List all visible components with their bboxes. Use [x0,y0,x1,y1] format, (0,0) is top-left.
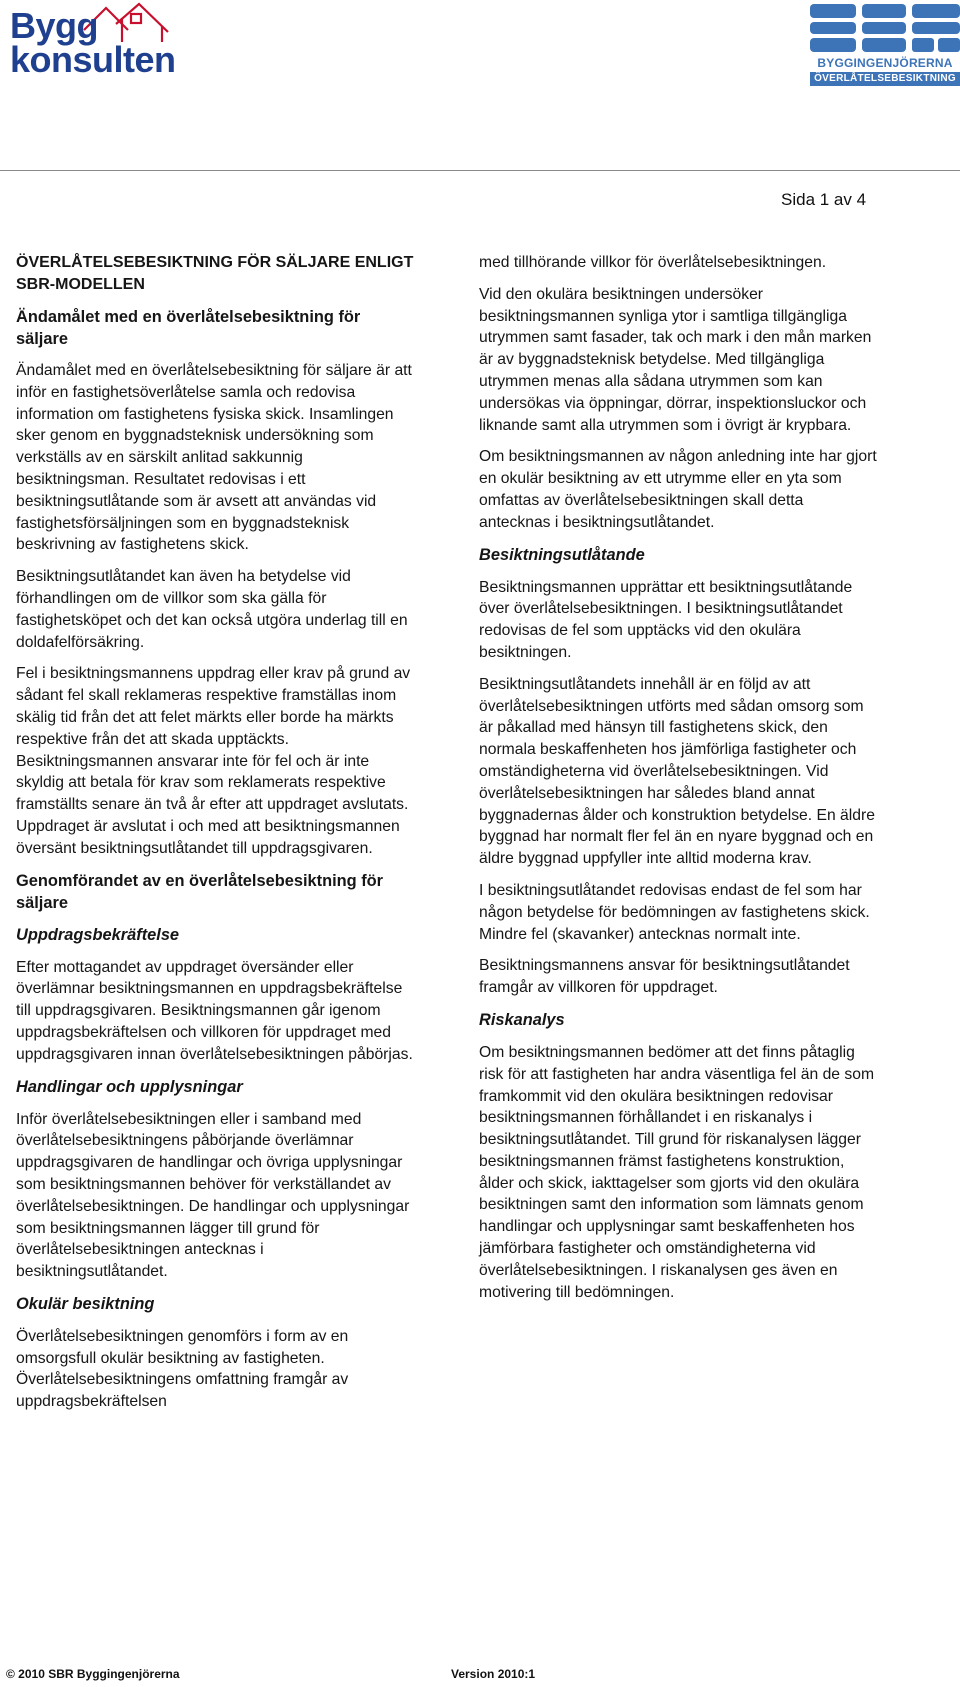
section-heading-execution: Genomförandet av en överlåtelsebesiktning för säljare [16,871,384,912]
paragraph: Fel i besiktningsmannens uppdrag eller krav på grund av sådant fel skall reklameras respektive framställas inom skälig tid från det att felet märkts eller borde ha märkts respektive från det att skada upptäckts. Besiktningsmannen ansvarar inte för fel och är inte skyldig att betala för krav som reklamerats respektive framställts senare än två år efter att uppdraget avslutats. Uppdraget är avslutat i och med att besiktningsmannen översänt besiktningsutlåtandet till uppdragsgivaren. [16,665,411,857]
paragraph: Om besiktningsmannen av någon anledning inte har gjort en okulär besiktning av ett utrymme eller en yta som omfattas av överlåtelsebesiktningen skall detta antecknas i besiktningsutlåtandet. [479,448,877,531]
sbr-letters-graphic [810,2,960,54]
subheading-riskanalys: Riskanalys [479,1010,565,1029]
paragraph: med tillhörande villkor för överlåtelsebesiktningen. [479,254,827,271]
paragraph: Om besiktningsmannen bedömer att det finns påtaglig risk för att fastigheten har andra väsentliga fel än de som framkommit vid den okulära besiktningen redovisar besiktningsmannen förhållandet i en riskanalys i besiktningsutlåtandet. Till grund för riskanalysen lägger besiktningsmannen främst fastighetens konstruktion, ålder och skick, iakttagelser som gjorts vid den okulära besiktningen samt den information som lämnats genom handlingar och upplysningar samt beskaffenheten hos jämförbara fastigheter och omständigheterna vid överlåtelsebesiktningen. I riskanalysen ges även en motivering till bedömningen. [479,1043,875,1301]
paragraph: Vid den okulära besiktningen undersöker besiktningsmannen synliga ytor i samtliga tillgängliga utrymmen samt fasader, tak och mark i den mån marken är av byggnadsteknisk betydelse. Med tillgängliga utrymmen menas alla sådana utrymmen som kan undersökas via öppningar, dörrar, inspektionsluckor och liknande samt alla utrymmen som i övrigt är krypbara. [479,285,872,434]
subheading-besiktningsutlatande: Besiktningsutlåtande [479,545,645,564]
logo-text-bygg: Bygg [10,5,98,46]
footer-version: Version 2010:1 [451,1667,536,1681]
page-footer [0,1665,960,1685]
paragraph: Ändamålet med en överlåtelsebesiktning för säljare är att inför en fastighetsöverlåtelse samla och redovisa information om fastighetens fysiska skick. Insamlingen sker genom en byggnadsteknisk undersökning som verkställs av en särskilt anlitad sakkunnig besiktningsman. Resultatet redovisas i ett besiktningsutlåtande som är avsett att användas vid fastighetsförsäljningen som en byggnadsteknisk beskrivning av fastighetens skick. [16,362,412,554]
right-column [479,252,879,1313]
paragraph: Inför överlåtelsebesiktningen eller i samband med överlåtelsebesiktningens påbörjande överlämnar uppdragsgivaren de handlingar och övriga upplysningar som besiktningsmannen behöver för verkställandet av överlåtelsebesiktningen. De handlingar och upplysningar som besiktningsmannen lägger till grund för överlåtelsebesiktningen antecknas i besiktningsutlåtandet. [16,1110,410,1281]
paragraph: I besiktningsutlåtandet redovisas endast de fel som har någon betydelse för bedömningen av fastighetens skick. Mindre fel (skavanker) antecknas normalt inte. [479,881,870,943]
footer-copyright: © 2010 SBR Byggingenjörerna [6,1667,180,1681]
byggkonsulten-logo [8,2,208,80]
subheading-uppdragsbekraftelse: Uppdragsbekräftelse [16,925,180,944]
paragraph: Besiktningsutlåtandet kan även ha betydelse vid förhandlingen om de villkor som ska gälla för fastighetsköpet och det kan också utgöra underlag till en doldafelförsäkring. [16,568,408,651]
sbr-tagline: ÖVERLÅTELSEBESIKTNING [810,72,960,86]
header-divider [0,170,960,171]
section-heading-purpose: Ändamålet med en överlåtelsebesiktning för säljare [16,308,361,348]
document-title: ÖVERLÅTELSEBESIKTNING FÖR SÄLJARE ENLIGT SBR-MODELLEN [16,254,414,293]
subheading-handlingar: Handlingar och upplysningar [16,1077,243,1096]
logo-text-konsulten: konsulten [10,39,176,80]
paragraph: Besiktningsmannens ansvar för besiktningsutlåtandet framgår av villkoren för uppdraget. [479,957,850,997]
paragraph: Överlåtelsebesiktningen genomförs i form av en omsorgsfull okulär besiktning av fastigheten. Överlåtelsebesiktningens omfattning framgår av uppdragsbekräftelsen [16,1327,349,1411]
page-indicator: Sida 1 av 4 [781,190,867,209]
subheading-okular-besiktning: Okulär besiktning [16,1294,155,1313]
page-header [0,0,960,209]
paragraph: Besiktningsmannen upprättar ett besiktningsutlåtande över överlåtelsebesiktningen. I besiktningsutlåtandet redovisas de fel som upptäcks vid den okulära besiktningen. [479,578,853,661]
paragraph: Besiktningsutlåtandets innehåll är en följd av att överlåtelsebesiktningen utförts med sådan omsorg som är påkallad med hänsyn till fastighetens skick, den normala beskaffenheten hos jämförliga fastigheter och omständigheterna vid överlåtelsebesiktningen. Vid överlåtelsebesiktningen har således bland annat byggnadernas ålder och konstruktion betydelse. En äldre byggnad har normalt fler fel än en nyare byggnad och en äldre byggnad uppfyller inte alltid moderna krav. [479,675,875,868]
sbr-name: BYGGINGENJÖRERNA [817,56,953,70]
sbr-logo [810,2,960,84]
left-column [16,252,416,1423]
paragraph: Efter mottagandet av uppdraget översänder eller överlämnar besiktningsmannen en uppdragsbekräftelse till uppdragsgivaren. Besiktningsmannen går igenom uppdragsbekräftelsen och villkoren för uppdraget med uppdragsgivaren innan överlåtelsebesiktningen påbörjas. [16,958,413,1063]
